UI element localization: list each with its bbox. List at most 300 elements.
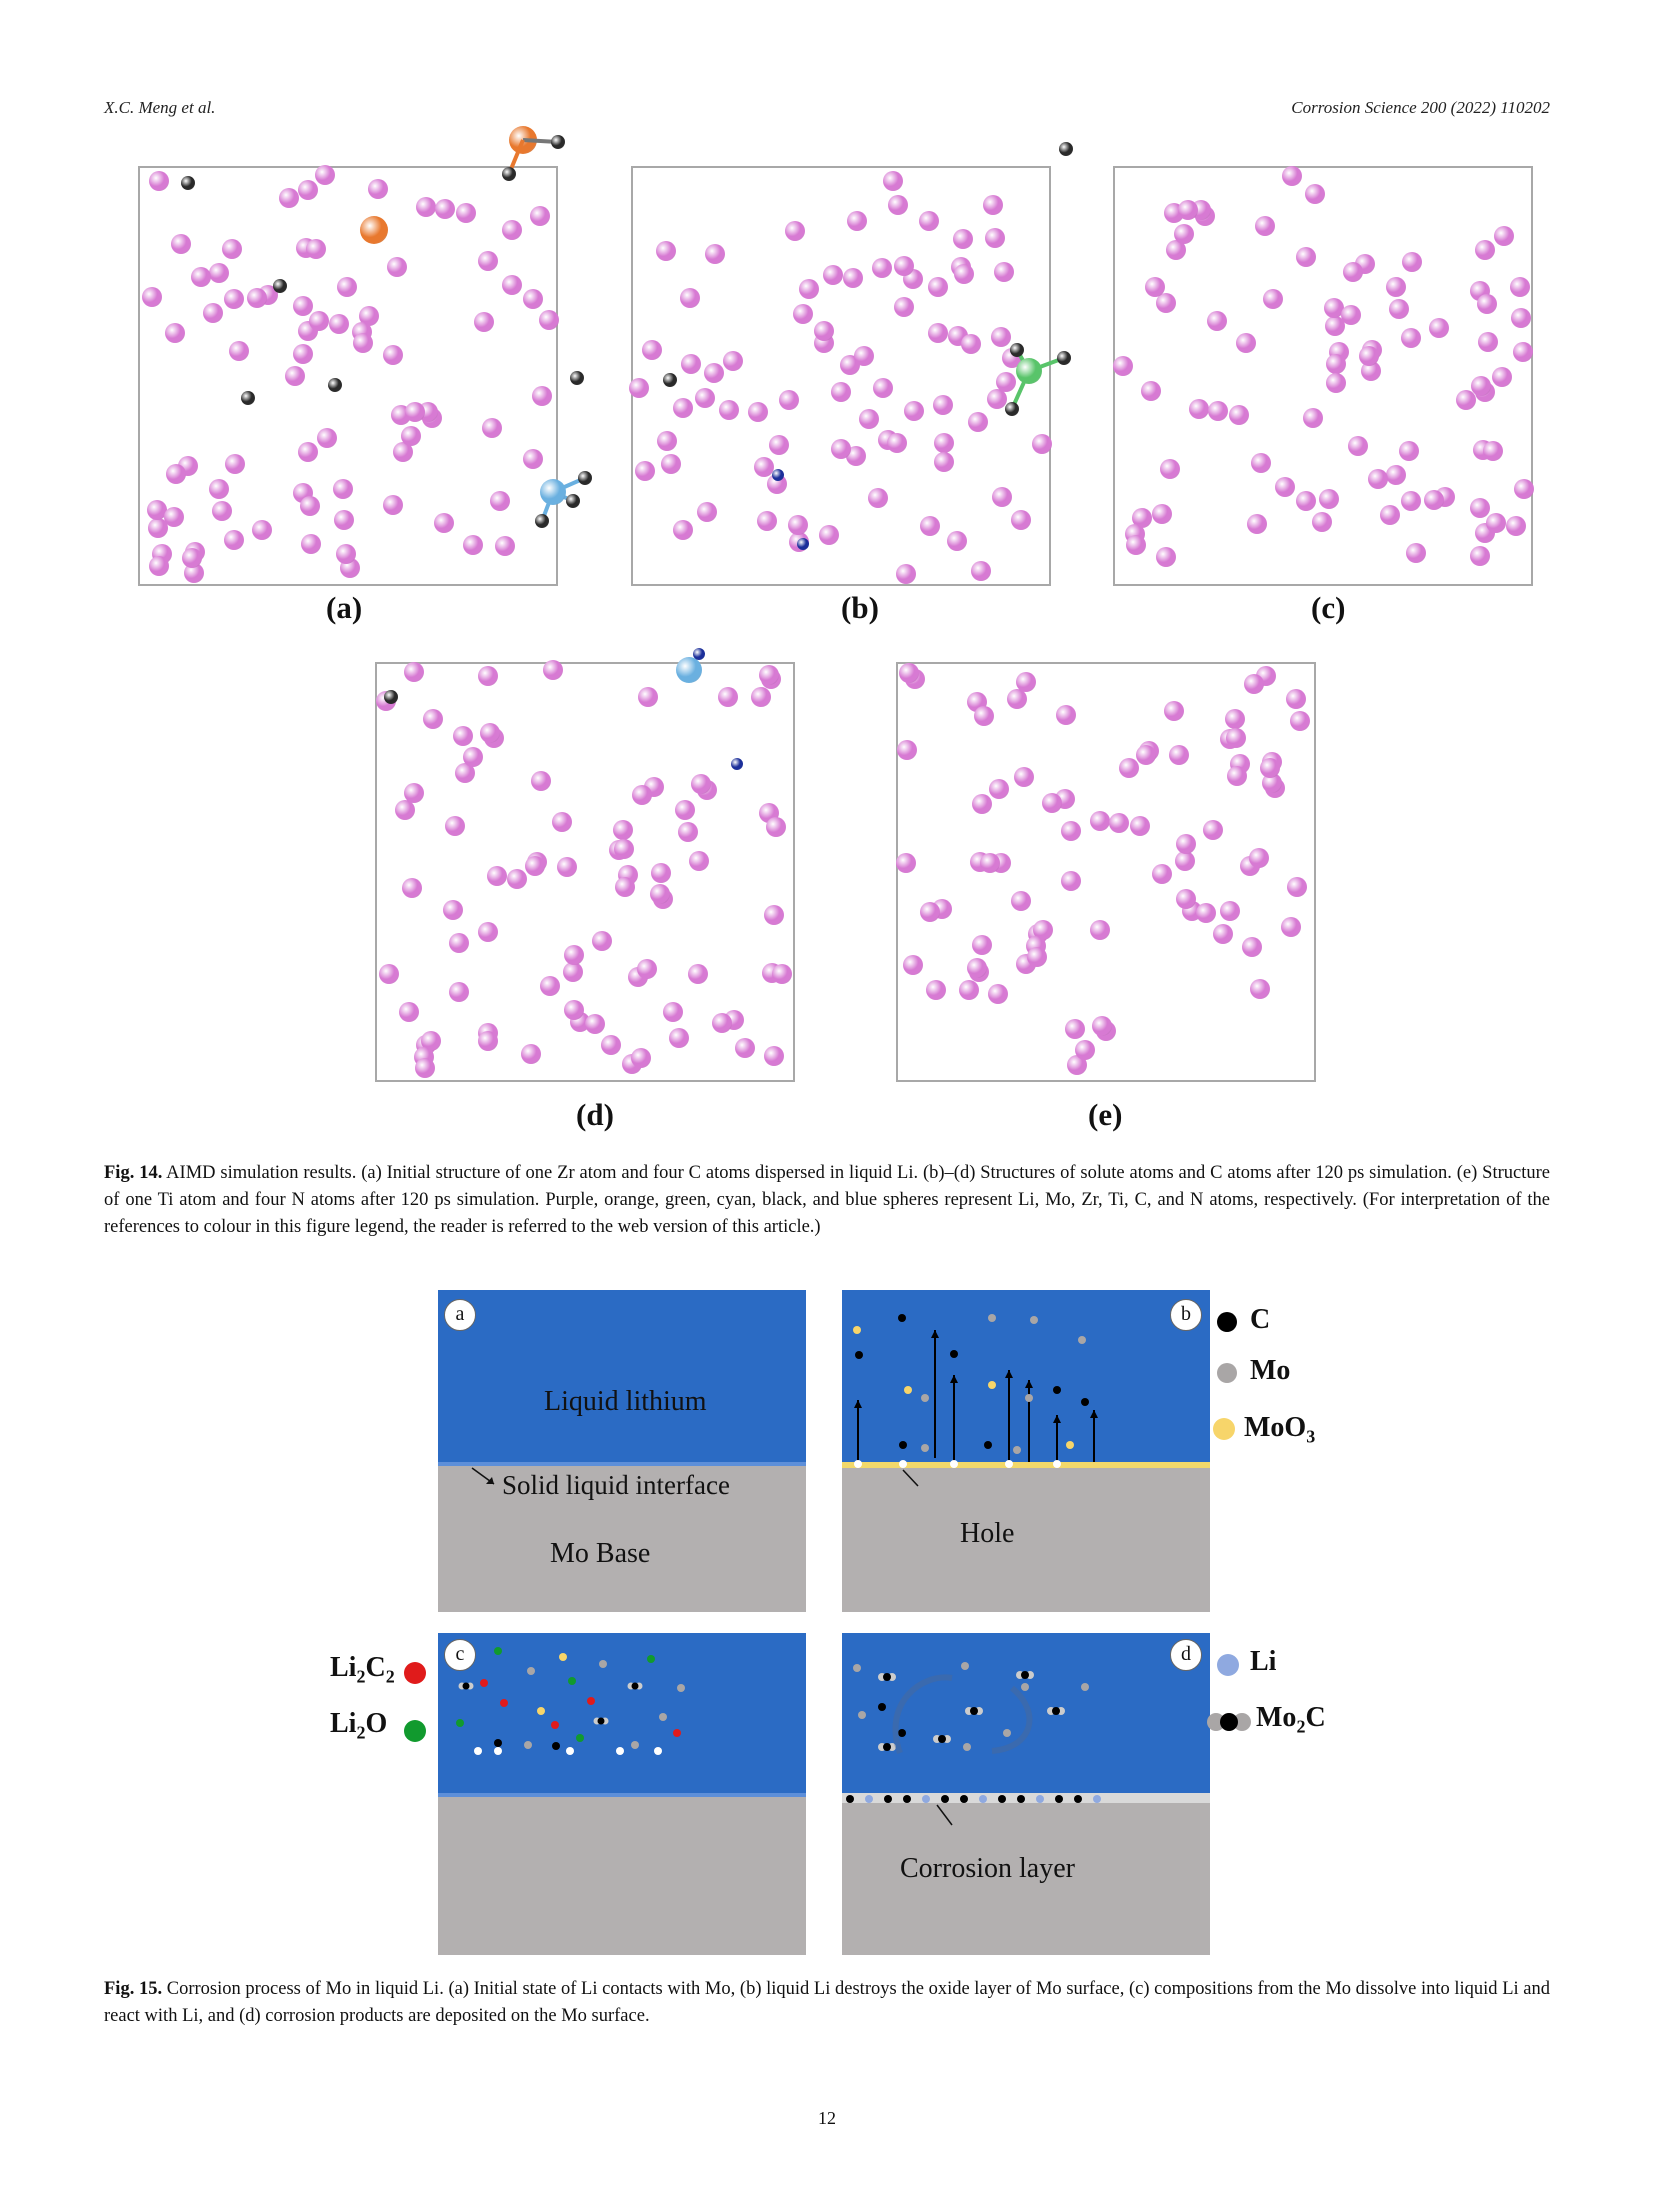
li-atom — [1478, 332, 1498, 352]
deposit-particle — [998, 1795, 1006, 1803]
li-atom — [971, 561, 991, 581]
li-atom — [300, 496, 320, 516]
li-atom — [1075, 1040, 1095, 1060]
li-atom — [601, 1035, 621, 1055]
c-atom — [663, 373, 677, 387]
li-atom — [705, 244, 725, 264]
hole — [474, 1747, 482, 1755]
arrow-head — [1005, 1370, 1013, 1378]
legend-moo3-label: MoO$_3$ — [1244, 1412, 1316, 1447]
li-atom — [754, 457, 774, 477]
li-atom — [988, 984, 1008, 1004]
li-atom — [383, 345, 403, 365]
particle — [1030, 1316, 1038, 1324]
li-atom — [1275, 477, 1295, 497]
li-atom — [883, 171, 903, 191]
panel-label-d: (d) — [576, 1097, 614, 1132]
li-atom — [1011, 891, 1031, 911]
li-atom — [1341, 305, 1361, 325]
li-atom — [1014, 767, 1034, 787]
c-atom — [328, 378, 342, 392]
particle — [568, 1677, 576, 1685]
li-atom — [402, 878, 422, 898]
li-atom — [1287, 877, 1307, 897]
deposit-particle — [941, 1795, 949, 1803]
li-atom — [1296, 247, 1316, 267]
li-atom — [1290, 711, 1310, 731]
zr-atom — [1016, 358, 1042, 384]
li-atom — [387, 257, 407, 277]
li-atom — [1494, 226, 1514, 246]
li-atom — [613, 820, 633, 840]
li-atom — [478, 922, 498, 942]
li-atom — [888, 195, 908, 215]
li-atom — [897, 740, 917, 760]
li-atom — [695, 388, 715, 408]
particle — [858, 1711, 866, 1719]
particle — [551, 1721, 559, 1729]
li-atom — [317, 428, 337, 448]
figure-15-caption — [104, 1976, 1550, 2030]
li-atom — [453, 726, 473, 746]
li-atom — [1424, 490, 1444, 510]
li-atom — [1126, 535, 1146, 555]
arrow-head — [1090, 1410, 1098, 1418]
legend-c-label: C — [1250, 1304, 1271, 1335]
li-atom — [678, 822, 698, 842]
li-atom — [336, 544, 356, 564]
li-atom — [872, 258, 892, 278]
li-atom — [1513, 342, 1533, 362]
particle — [878, 1703, 886, 1711]
li-atom — [1119, 758, 1139, 778]
li-atom — [1156, 547, 1176, 567]
li-atom — [443, 900, 463, 920]
hole-label: Hole — [960, 1518, 1015, 1549]
li-atom — [764, 905, 784, 925]
c-atom — [241, 391, 255, 405]
li-atom — [456, 203, 476, 223]
c-atom — [502, 167, 516, 181]
li-atom — [766, 817, 786, 837]
particle — [853, 1326, 861, 1334]
deposit-particle — [903, 1795, 911, 1803]
panel-letter-d: d — [1170, 1639, 1202, 1671]
deposit-particle — [979, 1795, 987, 1803]
li-atom — [530, 206, 550, 226]
li-atom — [1213, 924, 1233, 944]
li-atom — [1255, 216, 1275, 236]
panel-letter-b: b — [1170, 1299, 1202, 1331]
li-atom — [209, 479, 229, 499]
li-atom — [540, 976, 560, 996]
li-atom — [1242, 937, 1262, 957]
li-atom — [463, 535, 483, 555]
deposit-particle — [884, 1795, 892, 1803]
li-atom — [920, 902, 940, 922]
ti-atom — [676, 657, 702, 683]
li-atom — [972, 794, 992, 814]
li-atom — [928, 323, 948, 343]
li-atom — [896, 853, 916, 873]
particle — [599, 1660, 607, 1668]
particle — [494, 1647, 502, 1655]
legend-c-swatch — [1217, 1312, 1237, 1332]
particle — [963, 1743, 971, 1751]
li-atom — [947, 531, 967, 551]
circulation-arrow-icon — [992, 1688, 1029, 1751]
li-atom — [1386, 277, 1406, 297]
li-atom — [681, 354, 701, 374]
li-atom — [1225, 709, 1245, 729]
li-atom — [680, 288, 700, 308]
li-atom — [894, 256, 914, 276]
li-atom — [247, 288, 267, 308]
li-atom — [799, 279, 819, 299]
li-atom — [445, 816, 465, 836]
hole — [899, 1460, 907, 1468]
li-atom — [1189, 399, 1209, 419]
li-atom — [873, 378, 893, 398]
mo-base-label: Mo Base — [550, 1538, 651, 1569]
deposit-particle — [1036, 1795, 1044, 1803]
li-atom — [142, 287, 162, 307]
panel-label-a: (a) — [326, 590, 363, 625]
li-atom — [222, 239, 242, 259]
panel-c-particles — [438, 1633, 806, 1955]
li-atom — [954, 264, 974, 284]
particle — [950, 1350, 958, 1358]
li-atom — [229, 341, 249, 361]
li-atom — [329, 314, 349, 334]
li-atom — [507, 869, 527, 889]
li-atom — [1203, 820, 1223, 840]
li-atom — [638, 687, 658, 707]
particle — [1078, 1336, 1086, 1344]
li-atom — [785, 221, 805, 241]
deposit-particle — [1074, 1795, 1082, 1803]
li-atom — [309, 311, 329, 331]
n-atom — [772, 469, 784, 481]
li-atom — [1027, 947, 1047, 967]
li-atom — [1247, 514, 1267, 534]
li-atom — [523, 449, 543, 469]
li-atom — [399, 1002, 419, 1022]
li-atom — [212, 501, 232, 521]
li-atom — [992, 487, 1012, 507]
deposit-particle — [1017, 1795, 1025, 1803]
li-atom — [1401, 328, 1421, 348]
li-atom — [1207, 311, 1227, 331]
li-atom — [1090, 920, 1110, 940]
li-atom — [968, 412, 988, 432]
li-atom — [629, 378, 649, 398]
li-atom — [974, 706, 994, 726]
li-atom — [285, 366, 305, 386]
li-atom — [779, 390, 799, 410]
particle — [500, 1699, 508, 1707]
deposit-particle — [960, 1795, 968, 1803]
li-atom — [480, 723, 500, 743]
li-atom — [718, 687, 738, 707]
deposit-particle — [865, 1795, 873, 1803]
deposit-particle — [1093, 1795, 1101, 1803]
particle — [576, 1734, 584, 1742]
particle — [898, 1729, 906, 1737]
interface-arrow-icon — [468, 1464, 508, 1494]
li-atom — [1470, 498, 1490, 518]
li-atom — [953, 229, 973, 249]
sim-box-a — [138, 166, 558, 586]
li-atom — [1326, 373, 1346, 393]
li-atom — [934, 452, 954, 472]
li-atom — [704, 363, 724, 383]
legend-mo2c-swatch — [1206, 1710, 1254, 1734]
c-atom — [551, 135, 565, 149]
particle — [559, 1653, 567, 1661]
li-atom — [1406, 543, 1426, 563]
legend-li2o-label: $Li_2O$ — [330, 1708, 388, 1743]
li-atom — [1249, 848, 1269, 868]
c-atom — [570, 371, 584, 385]
li-atom — [723, 351, 743, 371]
li-atom — [1090, 811, 1110, 831]
particle — [480, 1679, 488, 1687]
li-atom — [1220, 901, 1240, 921]
li-atom — [1429, 318, 1449, 338]
figure-14-caption-label: Fig. 14. — [104, 1163, 163, 1183]
li-atom — [333, 479, 353, 499]
particle — [904, 1386, 912, 1394]
particle — [527, 1667, 535, 1675]
li-atom — [1136, 745, 1156, 765]
particle — [988, 1314, 996, 1322]
li-atom — [1007, 689, 1027, 709]
li-atom — [1402, 252, 1422, 272]
particle — [853, 1664, 861, 1672]
li-atom — [1282, 166, 1302, 186]
li-atom — [149, 556, 169, 576]
li-atom — [1281, 917, 1301, 937]
li-atom — [279, 188, 299, 208]
mo2c-molecule — [970, 1707, 978, 1715]
li-atom — [688, 964, 708, 984]
li-atom — [1109, 813, 1129, 833]
li-atom — [926, 980, 946, 1000]
li-atom — [933, 395, 953, 415]
sim-box-d — [375, 662, 795, 1082]
page-number: 12 — [818, 2108, 836, 2128]
hole — [654, 1747, 662, 1755]
mo2c-molecule — [463, 1683, 470, 1690]
li-atom — [585, 1014, 605, 1034]
li-atom — [1486, 513, 1506, 533]
figure-15-caption-label: Fig. 15. — [104, 1979, 163, 1999]
figure-14-caption — [104, 1160, 1550, 1241]
particle — [961, 1662, 969, 1670]
c-atom — [181, 176, 195, 190]
li-atom — [401, 426, 421, 446]
arrow-head — [950, 1375, 958, 1383]
li-atom — [847, 211, 867, 231]
hole — [1005, 1460, 1013, 1468]
li-atom — [1305, 184, 1325, 204]
legend-li2c2-swatch — [404, 1662, 426, 1684]
li-atom — [337, 277, 357, 297]
li-atom — [1251, 453, 1271, 473]
li-atom — [788, 515, 808, 535]
li-atom — [1477, 294, 1497, 314]
li-atom — [1511, 308, 1531, 328]
li-atom — [894, 297, 914, 317]
particle — [552, 1742, 560, 1750]
li-atom — [1380, 505, 1400, 525]
legend-moo3-swatch — [1213, 1418, 1235, 1440]
n-atom — [731, 758, 743, 770]
li-atom — [712, 1013, 732, 1033]
li-atom — [1510, 277, 1530, 297]
li-atom — [532, 386, 552, 406]
li-atom — [334, 510, 354, 530]
li-atom — [1011, 510, 1031, 530]
legend-mo-label: Mo — [1250, 1355, 1291, 1386]
hole — [494, 1747, 502, 1755]
li-atom — [994, 262, 1014, 282]
particle — [921, 1394, 929, 1402]
li-atom — [353, 333, 373, 353]
li-atom — [1471, 376, 1491, 396]
li-atom — [478, 251, 498, 271]
particle — [456, 1719, 464, 1727]
li-atom — [967, 958, 987, 978]
mo2c-molecule — [598, 1718, 605, 1725]
liquid-lithium-label: Liquid lithium — [544, 1386, 707, 1417]
li-atom — [1244, 674, 1264, 694]
c-atom — [384, 690, 398, 704]
li-atom — [564, 1000, 584, 1020]
hole — [854, 1460, 862, 1468]
particle — [1066, 1441, 1074, 1449]
li-atom — [557, 857, 577, 877]
li-atom — [689, 851, 709, 871]
particle — [673, 1729, 681, 1737]
li-atom — [1164, 701, 1184, 721]
li-atom — [293, 344, 313, 364]
li-atom — [1169, 745, 1189, 765]
legend-mo2c-label: $Mo_2C$ — [1256, 1702, 1326, 1737]
arrow-head — [931, 1330, 939, 1338]
particle — [899, 1441, 907, 1449]
sim-box-b — [631, 166, 1051, 586]
li-atom — [903, 955, 923, 975]
li-atom — [293, 296, 313, 316]
li-atom — [1250, 979, 1270, 999]
particle — [898, 1314, 906, 1322]
li-atom — [1514, 479, 1534, 499]
c-atom — [566, 494, 580, 508]
li-atom — [368, 179, 388, 199]
li-atom — [887, 433, 907, 453]
li-atom — [631, 1048, 651, 1068]
figure-14-caption-text: AIMD simulation results. (a) Initial structure of one Zr atom and four C atoms dispersed in liquid Li. (b)–(d) Structures of solute atoms and C atoms after 120 ps simulation. (e) Structure of one Ti atom and four N atoms after 120 ps simulation. Purple, orange, green, cyan, black, and blue spheres represent Li, Mo, Zr, Ti, C, and N atoms, respectively. (For interpretation of the references to colour in this figure legend, the reader is referred to the web version of this article.) — [104, 1163, 1550, 1237]
li-atom — [383, 495, 403, 515]
hole-arrow — [903, 1470, 918, 1486]
particle — [677, 1684, 685, 1692]
particle — [1081, 1398, 1089, 1406]
li-atom — [819, 525, 839, 545]
li-atom — [823, 265, 843, 285]
li-atom — [166, 464, 186, 484]
li-atom — [1492, 367, 1512, 387]
layer-arrow — [937, 1805, 952, 1825]
particle — [984, 1441, 992, 1449]
li-atom — [673, 520, 693, 540]
panel-d-particles — [842, 1633, 1210, 1955]
c-atom — [578, 471, 592, 485]
li-atom — [928, 277, 948, 297]
li-atom — [987, 389, 1007, 409]
li-atom — [751, 687, 771, 707]
particle — [631, 1741, 639, 1749]
li-atom — [490, 491, 510, 511]
li-atom — [482, 418, 502, 438]
panel-letter-a: a — [444, 1299, 476, 1331]
li-atom — [301, 534, 321, 554]
legend-mo-swatch — [1217, 1363, 1237, 1383]
li-atom — [657, 431, 677, 451]
li-atom — [896, 564, 916, 584]
li-atom — [449, 933, 469, 953]
li-atom — [934, 433, 954, 453]
li-atom — [642, 340, 662, 360]
li-atom — [991, 327, 1011, 347]
li-atom — [831, 382, 851, 402]
li-atom — [449, 982, 469, 1002]
li-atom — [1260, 758, 1280, 778]
li-atom — [423, 709, 443, 729]
sim-box-c — [1113, 166, 1533, 586]
panel-b-particles — [842, 1290, 1210, 1612]
li-atom — [1196, 903, 1216, 923]
li-atom — [669, 1028, 689, 1048]
panel-letter-c: c — [444, 1639, 476, 1671]
li-atom — [1061, 821, 1081, 841]
mo2c-molecule — [632, 1683, 639, 1690]
particle — [1003, 1729, 1011, 1737]
running-header-authors: X.C. Meng et al. — [104, 98, 216, 117]
c-atom — [1010, 343, 1024, 357]
li-atom — [904, 401, 924, 421]
li-atom — [149, 171, 169, 191]
particle — [647, 1655, 655, 1663]
li-atom — [1263, 289, 1283, 309]
li-atom — [1152, 504, 1172, 524]
legend-li2o-swatch — [404, 1720, 426, 1742]
li-atom — [748, 402, 768, 422]
li-atom — [972, 935, 992, 955]
li-atom — [1326, 354, 1346, 374]
panel-label-e: (e) — [1088, 1097, 1123, 1132]
li-atom — [854, 346, 874, 366]
li-atom — [502, 275, 522, 295]
li-atom — [1386, 465, 1406, 485]
li-atom — [1319, 489, 1339, 509]
li-atom — [252, 520, 272, 540]
li-atom — [989, 779, 1009, 799]
li-atom — [209, 263, 229, 283]
particle — [1025, 1394, 1033, 1402]
li-atom — [980, 853, 1000, 873]
